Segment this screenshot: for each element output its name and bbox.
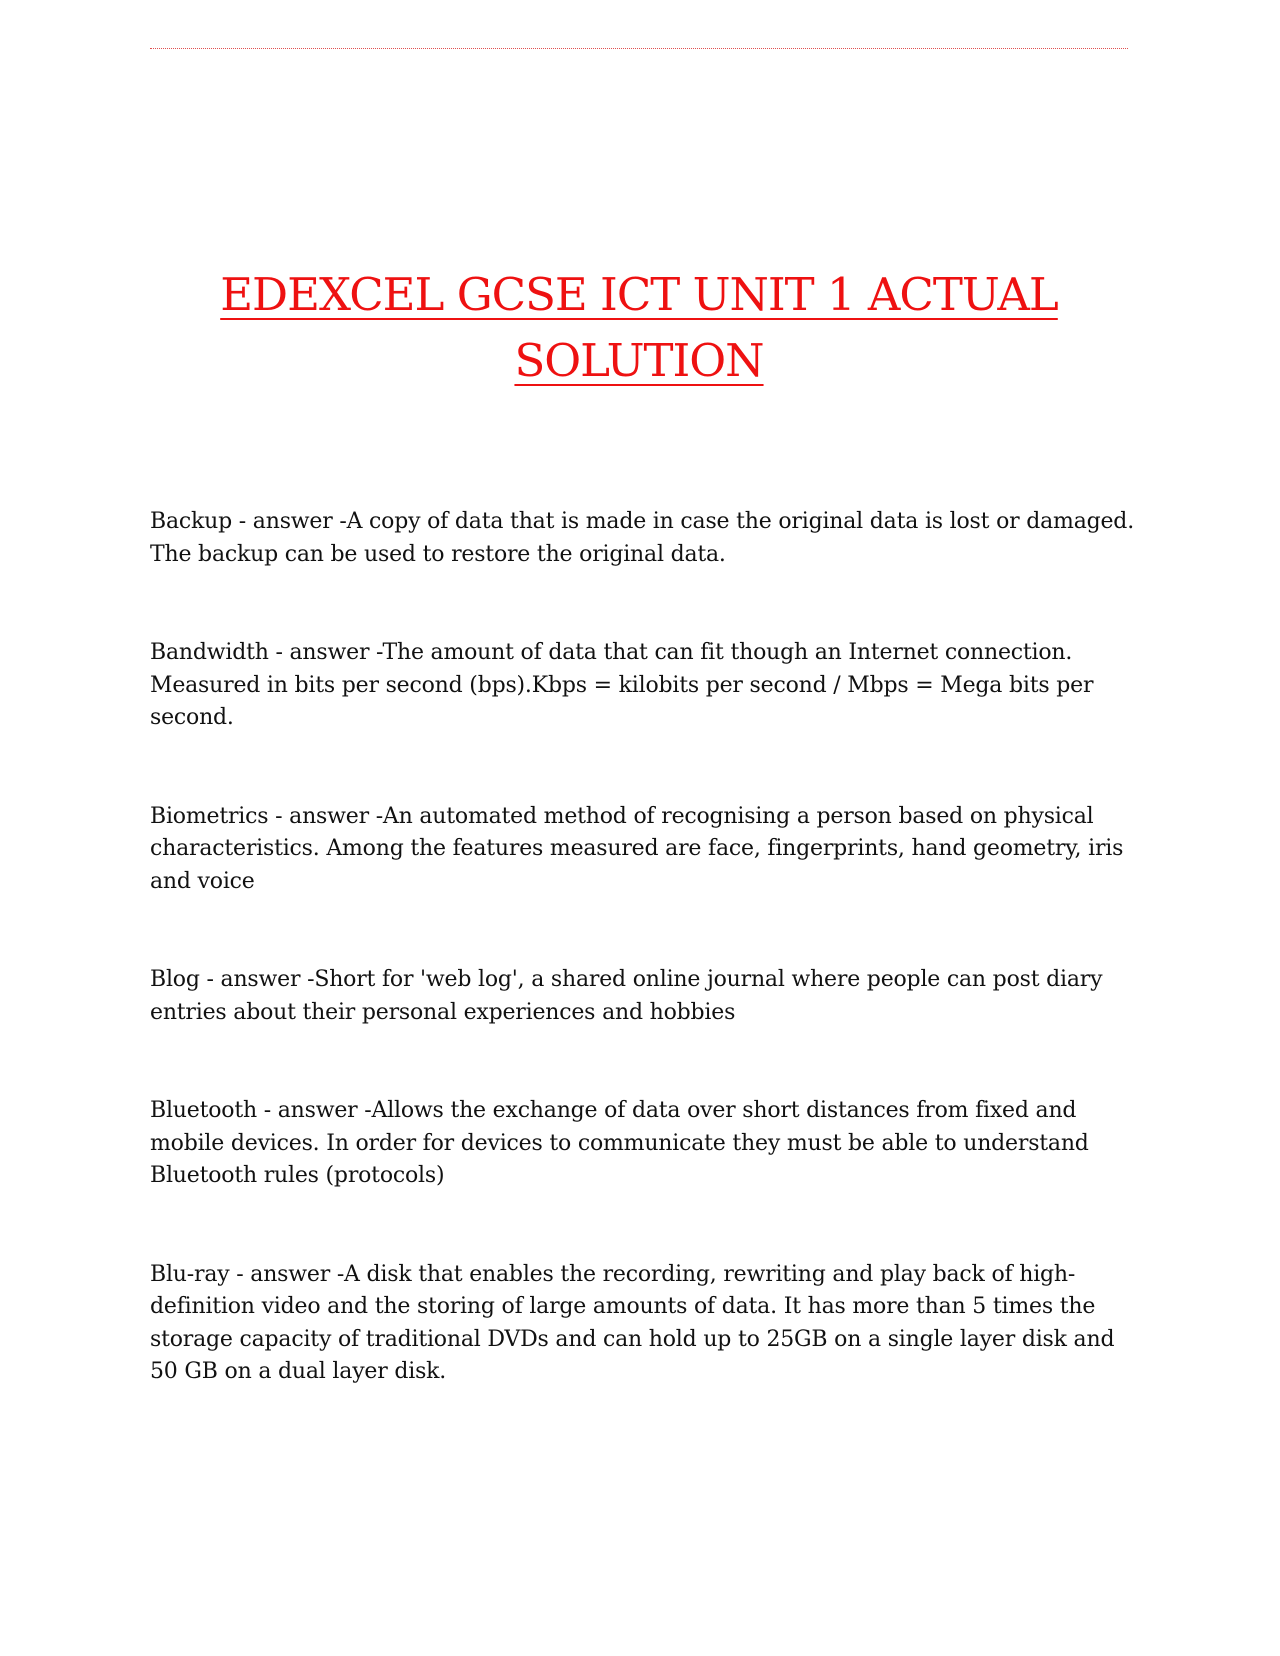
title-line-2: SOLUTION	[514, 334, 764, 387]
definition-blu-ray: Blu-ray - answer -A disk that enables the recording, rewriting and play back of high-definition video and the storing of large amounts of data. It has more than 5 times the storage capacity of traditional DVDs and can hold up to 25GB on a single layer disk and 50 GB on a dual layer disk.	[150, 1261, 1115, 1384]
header-rule	[150, 48, 1128, 49]
definition-list	[150, 506, 1135, 1389]
definition-blog: Blog - answer -Short for 'web log', a shared online journal where people can post diary entries about their personal experiences and hobbies	[150, 967, 1103, 1025]
definition-bandwidth: Bandwidth - answer -The amount of data that can fit though an Internet connection. Measured in bits per second (bps).Kbps = kilobits per second / Mbps = Mega bits per second.	[150, 640, 1094, 730]
document-title	[150, 262, 1128, 394]
definition-backup: Backup - answer -A copy of data that is made in case the original data is lost or damaged. The backup can be used to restore the original data.	[150, 509, 1134, 567]
title-line-1: EDEXCEL GCSE ICT UNIT 1 ACTUAL	[220, 268, 1058, 321]
definition-biometrics: Biometrics - answer -An automated method of recognising a person based on physical characteristics. Among the features measured are face, fingerprints, hand geometry, iris and voice	[150, 803, 1124, 894]
definition-bluetooth: Bluetooth - answer -Allows the exchange of data over short distances from fixed and mobile devices. In order for devices to communicate they must be able to understand Bluetooth rules (protocols)	[150, 1098, 1089, 1188]
